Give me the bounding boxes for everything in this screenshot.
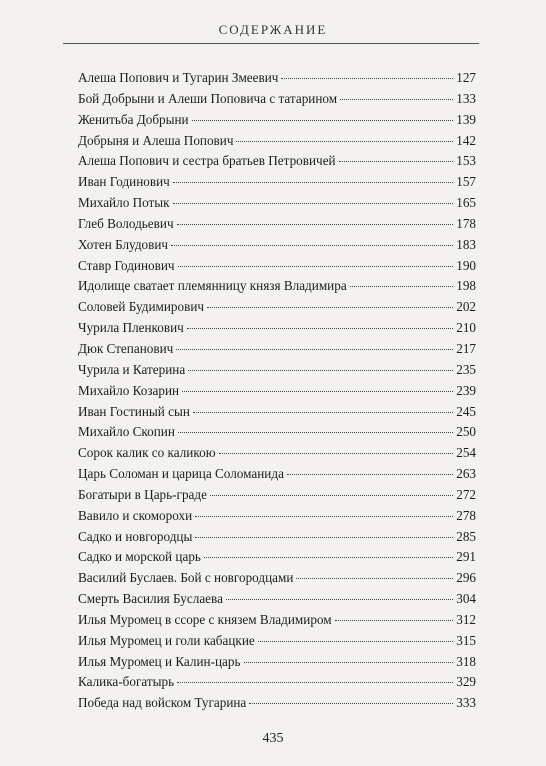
toc-entry-title: Василий Буслаев. Бой с новгородцами xyxy=(78,570,294,586)
toc-entry-title: Соловей Будимирович xyxy=(78,299,205,315)
dot-leader xyxy=(187,328,453,329)
dot-leader xyxy=(173,182,453,183)
toc-entry-page: 157 xyxy=(456,174,476,190)
toc-entry xyxy=(78,68,476,89)
dot-leader xyxy=(296,578,453,579)
toc-entry-page: 250 xyxy=(456,424,476,440)
dot-leader xyxy=(176,349,453,350)
toc-entry xyxy=(78,360,476,381)
toc-entry-title: Смерть Василия Буслаева xyxy=(78,591,223,607)
header-rule xyxy=(63,43,479,44)
toc-entry-page: 133 xyxy=(456,90,476,106)
toc-entry-title: Садко и новгородцы xyxy=(78,528,193,544)
toc-entry-page: 217 xyxy=(456,340,476,356)
dot-leader xyxy=(350,286,454,287)
toc-entry xyxy=(78,214,476,235)
dot-leader xyxy=(188,370,453,371)
toc-entry-title: Ставр Годинович xyxy=(78,257,175,273)
toc-entry xyxy=(78,256,476,277)
toc-entry-title: Михайло Потык xyxy=(78,195,170,211)
toc-entry-title: Илья Муромец в ссоре с князем Владимиром xyxy=(78,611,332,627)
toc-entry-title: Женитьба Добрыни xyxy=(78,111,189,127)
dot-leader xyxy=(287,474,453,475)
toc-entry-title: Иван Гостиный сын xyxy=(78,403,190,419)
toc-entry-title: Дюк Степанович xyxy=(78,340,174,356)
toc-entry-page: 198 xyxy=(456,278,476,294)
dot-leader xyxy=(193,412,453,413)
toc-entry-page: 285 xyxy=(456,528,476,544)
dot-leader xyxy=(244,662,454,663)
dot-leader xyxy=(178,432,453,433)
dot-leader xyxy=(178,266,454,267)
toc-entry xyxy=(78,610,476,631)
toc-entry xyxy=(78,693,476,714)
toc-entry xyxy=(78,547,476,568)
toc-entry xyxy=(78,506,476,527)
toc-entry-title: Илья Муромец и Калин-царь xyxy=(78,653,241,669)
toc-entry-title: Калика-богатырь xyxy=(78,674,175,690)
toc-entry xyxy=(78,381,476,402)
toc-entry-page: 329 xyxy=(456,674,476,690)
toc-entry-page: 263 xyxy=(456,466,476,482)
toc-entry xyxy=(78,276,476,297)
toc-entry xyxy=(78,672,476,693)
toc-entry xyxy=(78,422,476,443)
dot-leader xyxy=(204,557,453,558)
dot-leader xyxy=(192,120,454,121)
toc-entry-page: 245 xyxy=(456,403,476,419)
dot-leader xyxy=(339,161,454,162)
dot-leader xyxy=(281,78,453,79)
toc-entry xyxy=(78,318,476,339)
dot-leader xyxy=(210,495,453,496)
dot-leader xyxy=(335,620,454,621)
toc-entry-title: Глеб Володьевич xyxy=(78,215,174,231)
toc-entry xyxy=(78,527,476,548)
dot-leader xyxy=(249,703,453,704)
toc-entry-page: 304 xyxy=(456,591,476,607)
toc-entry xyxy=(78,443,476,464)
dot-leader xyxy=(173,203,454,204)
toc-entry-title: Иван Годинович xyxy=(78,174,170,190)
dot-leader xyxy=(236,141,453,142)
toc-entry-page: 190 xyxy=(456,257,476,273)
page-number: 435 xyxy=(262,731,284,746)
dot-leader xyxy=(177,682,453,683)
toc-entry xyxy=(78,631,476,652)
toc-entry-title: Идолище сватает племянницу князя Владимира xyxy=(78,278,347,294)
dot-leader xyxy=(207,307,453,308)
toc-entry-page: 278 xyxy=(456,507,476,523)
toc-entry-page: 153 xyxy=(456,153,476,169)
toc-entry-title: Алеша Попович и сестра братьев Петровичей xyxy=(78,153,336,169)
dot-leader xyxy=(171,245,453,246)
toc-entry-page: 127 xyxy=(456,70,476,85)
toc-entry-title: Победа над войском Тугарина xyxy=(78,695,247,711)
toc-entry-page: 318 xyxy=(456,653,476,669)
toc-entry xyxy=(78,151,476,172)
toc-entry-title: Михайло Скопин xyxy=(78,424,175,440)
toc-entry xyxy=(78,235,476,256)
toc-entry-title: Михайло Козарин xyxy=(78,382,180,398)
toc-entry-page: 333 xyxy=(456,695,476,711)
toc-entry-title: Чурила Пленкович xyxy=(78,320,184,336)
toc-entry xyxy=(78,568,476,589)
toc-entry xyxy=(78,652,476,673)
dot-leader xyxy=(195,516,453,517)
toc-entry xyxy=(78,464,476,485)
toc-entry-title: Хотен Блудович xyxy=(78,236,169,252)
toc-entry xyxy=(78,297,476,318)
dot-leader xyxy=(195,537,453,538)
toc-entry xyxy=(78,172,476,193)
toc-entry-page: 183 xyxy=(456,236,476,252)
toc-entry-page: 142 xyxy=(456,132,476,148)
dot-leader xyxy=(258,641,453,642)
toc-entry xyxy=(78,339,476,360)
dot-leader xyxy=(219,453,454,454)
toc-entry-page: 178 xyxy=(456,215,476,231)
toc-entry-page: 165 xyxy=(456,195,476,211)
toc-entry-page: 291 xyxy=(456,549,476,565)
dot-leader xyxy=(177,224,454,225)
toc-entry-title: Царь Соломан и царица Соломанида xyxy=(78,466,284,482)
toc-entry-title: Вавило и скоморохи xyxy=(78,507,193,523)
table-of-contents xyxy=(78,68,476,714)
toc-entry xyxy=(78,589,476,610)
toc-entry-title: Бой Добрыни и Алеши Поповича с татарином xyxy=(78,90,338,106)
toc-entry xyxy=(78,193,476,214)
toc-entry-title: Чурила и Катерина xyxy=(78,361,186,377)
toc-entry xyxy=(78,110,476,131)
toc-entry xyxy=(78,485,476,506)
dot-leader xyxy=(340,99,453,100)
toc-entry-page: 210 xyxy=(456,320,476,336)
toc-entry xyxy=(78,89,476,110)
toc-entry-page: 296 xyxy=(456,570,476,586)
toc-entry-page: 254 xyxy=(456,445,476,461)
toc-entry-title: Садко и морской царь xyxy=(78,549,201,565)
toc-entry-page: 139 xyxy=(456,111,476,127)
toc-entry-page: 315 xyxy=(456,632,476,648)
toc-entry-page: 239 xyxy=(456,382,476,398)
toc-entry-page: 235 xyxy=(456,361,476,377)
toc-entry-title: Добрыня и Алеша Попович xyxy=(78,132,234,148)
toc-entry-page: 272 xyxy=(456,486,476,502)
dot-leader xyxy=(182,391,453,392)
dot-leader xyxy=(226,599,453,600)
running-header: СОДЕРЖАНИЕ xyxy=(218,22,328,37)
toc-entry xyxy=(78,402,476,423)
toc-entry-title: Сорок калик со каликою xyxy=(78,445,216,461)
toc-entry-title: Илья Муромец и голи кабацкие xyxy=(78,632,255,648)
toc-entry-title: Алеша Попович и Тугарин Змеевич xyxy=(78,70,279,85)
toc-entry-page: 312 xyxy=(456,611,476,627)
toc-entry-title: Богатыри в Царь-граде xyxy=(78,486,207,502)
toc-entry xyxy=(78,131,476,152)
toc-entry-page: 202 xyxy=(456,299,476,315)
